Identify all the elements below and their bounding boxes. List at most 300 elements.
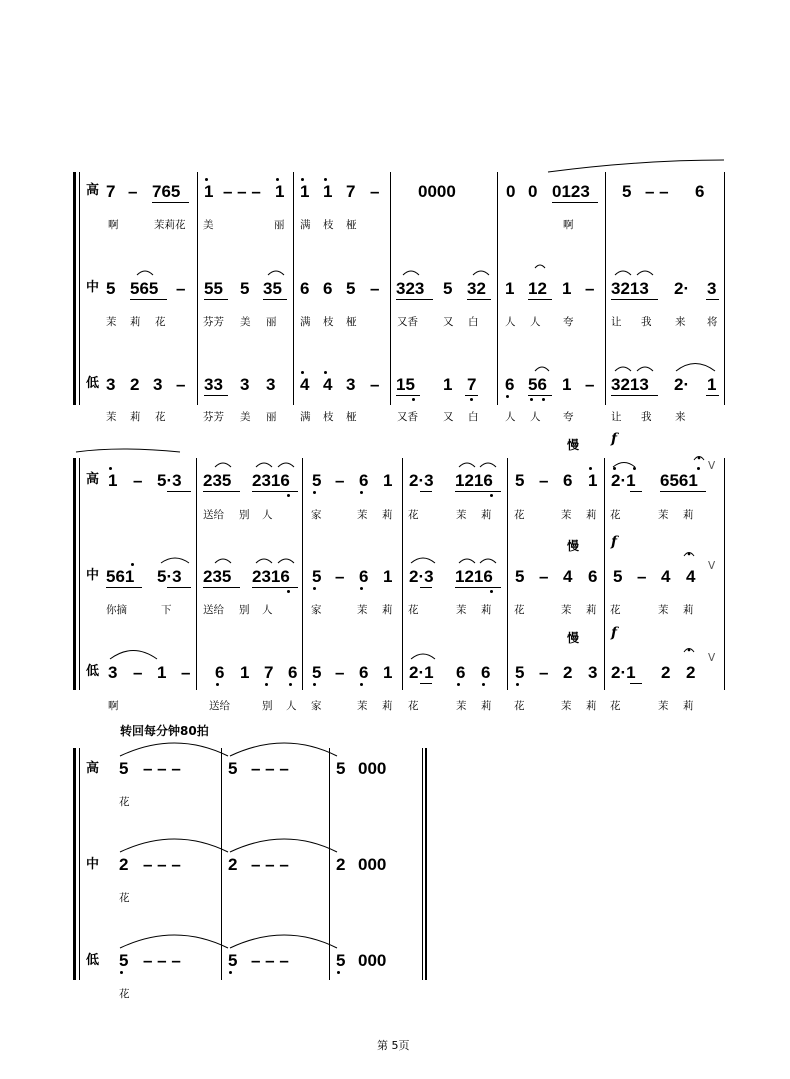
lyric: 又香 bbox=[397, 316, 418, 328]
underline bbox=[630, 683, 642, 684]
note-group: 1216 bbox=[455, 567, 493, 586]
forte-mark: f bbox=[611, 534, 618, 550]
voice-label-mid: 中 bbox=[86, 857, 100, 872]
lyric: 茉 bbox=[106, 316, 117, 328]
tie bbox=[120, 743, 228, 756]
high-dot bbox=[324, 178, 327, 181]
note: 1 bbox=[383, 471, 393, 490]
slur bbox=[615, 367, 631, 371]
barline bbox=[724, 458, 725, 690]
system-bracket bbox=[73, 458, 76, 690]
note: 5 bbox=[515, 663, 525, 682]
barline bbox=[293, 172, 294, 405]
rests: 000 bbox=[358, 759, 387, 778]
low-dot bbox=[265, 683, 268, 686]
lyric: 莉 bbox=[481, 700, 492, 712]
fermata bbox=[694, 457, 704, 461]
lyric: 茉 bbox=[106, 411, 117, 423]
slow-mark: 慢 bbox=[567, 438, 580, 452]
lyric: 满 bbox=[300, 219, 311, 231]
lyric: 茉 bbox=[357, 700, 368, 712]
slur bbox=[278, 463, 294, 467]
slur bbox=[637, 271, 653, 275]
note: 5 bbox=[622, 182, 632, 201]
barline bbox=[221, 748, 222, 980]
lyric: 人 bbox=[530, 411, 541, 423]
note: 3 bbox=[266, 375, 276, 394]
low-dot bbox=[360, 683, 363, 686]
lyric: 莉 bbox=[586, 509, 597, 521]
note-group: 0123 bbox=[552, 182, 590, 201]
lyric: 花 bbox=[119, 796, 130, 808]
underline bbox=[611, 395, 658, 396]
system-bracket-line bbox=[79, 172, 80, 405]
note-group: 2316 bbox=[252, 471, 290, 490]
lyric: 莉 bbox=[382, 604, 393, 616]
note-group: 2·3 bbox=[409, 567, 434, 586]
lyric: 花 bbox=[408, 700, 419, 712]
note: 4 bbox=[661, 567, 671, 586]
note: 5 bbox=[240, 279, 250, 298]
lyric: 啊 bbox=[563, 219, 574, 231]
dashes: – – – bbox=[143, 759, 181, 778]
barline bbox=[402, 458, 403, 690]
fermata-dot bbox=[688, 649, 691, 652]
note: 1 bbox=[240, 663, 250, 682]
barline bbox=[497, 172, 498, 405]
system-bracket bbox=[73, 172, 76, 405]
low-dot bbox=[287, 590, 290, 593]
dash: – bbox=[176, 375, 186, 394]
lyric: 又 bbox=[443, 316, 454, 328]
barline bbox=[605, 172, 606, 405]
low-dot bbox=[313, 683, 316, 686]
note-group: 2·1 bbox=[611, 663, 636, 682]
lyric: 莉 bbox=[586, 700, 597, 712]
note: 4 bbox=[563, 567, 573, 586]
lyric: 别 bbox=[239, 604, 250, 616]
low-dot bbox=[490, 494, 493, 497]
lyric: 茉 bbox=[658, 509, 669, 521]
low-dot bbox=[289, 683, 292, 686]
slur bbox=[256, 559, 272, 563]
dash: – bbox=[539, 567, 549, 586]
note: 2· bbox=[674, 375, 690, 394]
lyric: 人 bbox=[530, 316, 541, 328]
note-group: 235 bbox=[203, 471, 232, 490]
note-group: 2316 bbox=[252, 567, 290, 586]
slur bbox=[459, 559, 475, 563]
underline bbox=[204, 299, 228, 300]
lyric: 花 bbox=[408, 604, 419, 616]
underline bbox=[203, 587, 240, 588]
voice-label-high: 高 bbox=[86, 761, 100, 776]
low-dot bbox=[516, 683, 519, 686]
note-group: 56 bbox=[528, 375, 547, 394]
note-group: 561 bbox=[106, 567, 135, 586]
dashes: – – – bbox=[143, 855, 181, 874]
lyric: 别 bbox=[239, 509, 250, 521]
underline bbox=[167, 491, 191, 492]
lyric: 茉 bbox=[456, 604, 467, 616]
note: 7 bbox=[264, 663, 274, 682]
underline bbox=[420, 587, 432, 588]
underline bbox=[420, 683, 432, 684]
lyric: 又香 bbox=[397, 411, 418, 423]
note: 1 bbox=[588, 471, 598, 490]
low-dot bbox=[530, 398, 533, 401]
note: 6 bbox=[359, 567, 369, 586]
low-dot bbox=[482, 683, 485, 686]
dash: – bbox=[181, 663, 191, 682]
lyric: 白 bbox=[468, 316, 479, 328]
underline bbox=[706, 299, 719, 300]
lyric: 人 bbox=[262, 604, 273, 616]
lyric: 莉 bbox=[683, 509, 694, 521]
note: 5 bbox=[346, 279, 356, 298]
lyric: 花 bbox=[610, 604, 621, 616]
phrase-slur bbox=[76, 449, 180, 452]
lyric: 你摘 bbox=[106, 604, 127, 616]
breath-mark: V bbox=[708, 560, 716, 572]
lyric: 来 bbox=[675, 316, 686, 328]
slur bbox=[535, 367, 549, 371]
underline bbox=[396, 395, 420, 396]
lyric: 桠 bbox=[346, 316, 357, 328]
high-dot bbox=[589, 467, 592, 470]
lyric: 桠 bbox=[346, 219, 357, 231]
underline bbox=[467, 299, 491, 300]
underline bbox=[252, 587, 298, 588]
lyric: 家 bbox=[311, 700, 322, 712]
voice-label-low: 低 bbox=[86, 664, 100, 679]
note: 1 bbox=[275, 182, 285, 201]
rest-group: 0000 bbox=[418, 182, 456, 201]
slur bbox=[268, 271, 284, 275]
lyric: 又 bbox=[443, 411, 454, 423]
low-dot bbox=[337, 971, 340, 974]
slur bbox=[411, 654, 435, 659]
low-dot bbox=[313, 491, 316, 494]
underline bbox=[630, 491, 642, 492]
note: 3 bbox=[707, 279, 717, 298]
note: 6 bbox=[481, 663, 491, 682]
fermata bbox=[684, 553, 694, 557]
lyric: 花 bbox=[514, 700, 525, 712]
lyric: 丽 bbox=[266, 316, 277, 328]
lyric: 下 bbox=[161, 604, 172, 616]
lyric: 枝 bbox=[323, 316, 334, 328]
lyric: 花 bbox=[514, 509, 525, 521]
lyric: 啊 bbox=[108, 700, 119, 712]
dash: – bbox=[176, 279, 186, 298]
slur bbox=[256, 463, 272, 467]
underline bbox=[465, 395, 478, 396]
high-dot bbox=[697, 467, 700, 470]
lyric: 芬芳 bbox=[203, 411, 224, 423]
underline bbox=[611, 299, 658, 300]
lyric: 送给 bbox=[209, 700, 230, 712]
slur bbox=[403, 271, 419, 275]
lyric: 来 bbox=[675, 411, 686, 423]
note: 3 bbox=[346, 375, 356, 394]
slur bbox=[110, 651, 157, 660]
note: 1 bbox=[505, 279, 515, 298]
slow-mark: 慢 bbox=[567, 631, 580, 645]
underline bbox=[106, 587, 142, 588]
note: 1 bbox=[204, 182, 214, 201]
dash: – bbox=[539, 663, 549, 682]
lyric: 花 bbox=[119, 892, 130, 904]
dash: – bbox=[133, 663, 143, 682]
slur bbox=[161, 558, 189, 563]
note: 7 bbox=[346, 182, 356, 201]
note: 5 bbox=[336, 951, 346, 970]
low-dot bbox=[229, 971, 232, 974]
fermata-dot bbox=[688, 553, 691, 556]
note: 3 bbox=[106, 375, 116, 394]
note: 5 bbox=[312, 567, 322, 586]
underline bbox=[706, 395, 719, 396]
low-dot bbox=[216, 683, 219, 686]
underline bbox=[552, 202, 598, 203]
note: 7 bbox=[106, 182, 116, 201]
lyric: 茉 bbox=[561, 509, 572, 521]
note: 1 bbox=[383, 663, 393, 682]
note: 4 bbox=[323, 375, 333, 394]
forte-mark: f bbox=[611, 431, 618, 447]
dashes: – – – bbox=[251, 855, 289, 874]
note-group: 5·3 bbox=[157, 567, 182, 586]
low-dot bbox=[506, 395, 509, 398]
note: 5 bbox=[515, 567, 525, 586]
lyric: 桠 bbox=[346, 411, 357, 423]
note-group: 55 bbox=[204, 279, 223, 298]
note: 6 bbox=[456, 663, 466, 682]
note: 2 bbox=[686, 663, 696, 682]
note-group: 5·3 bbox=[157, 471, 182, 490]
note-group: 235 bbox=[203, 567, 232, 586]
lyric: 莉 bbox=[130, 316, 141, 328]
underline bbox=[204, 395, 228, 396]
note: 3 bbox=[588, 663, 598, 682]
lyric: 花 bbox=[155, 316, 166, 328]
lyric: 枝 bbox=[323, 411, 334, 423]
note: 5 bbox=[228, 951, 238, 970]
low-dot bbox=[490, 590, 493, 593]
barline bbox=[604, 458, 605, 690]
lyric: 夸 bbox=[563, 316, 574, 328]
note-group: 3213 bbox=[611, 375, 649, 394]
slur bbox=[676, 364, 715, 372]
barline bbox=[196, 458, 197, 690]
dash: – bbox=[128, 182, 138, 201]
lyric: 花 bbox=[408, 509, 419, 521]
low-dot bbox=[470, 398, 473, 401]
lyric: 花 bbox=[610, 700, 621, 712]
dash: – bbox=[637, 567, 647, 586]
voice-label-mid: 中 bbox=[86, 568, 100, 583]
lyric: 茉莉花 bbox=[154, 219, 186, 231]
underline bbox=[130, 299, 167, 300]
note: 6 bbox=[359, 663, 369, 682]
phrase-slur bbox=[548, 160, 724, 172]
final-barline-thin bbox=[422, 748, 423, 980]
note: 6 bbox=[505, 375, 515, 394]
dashes: – – – bbox=[223, 182, 261, 201]
low-dot bbox=[120, 971, 123, 974]
note-group: 2·1 bbox=[611, 471, 636, 490]
note: 5 bbox=[119, 759, 129, 778]
breath-mark: V bbox=[708, 652, 716, 664]
tempo-marking: 转回每分钟80拍 bbox=[120, 724, 209, 738]
lyric: 茉 bbox=[561, 604, 572, 616]
note-group: 12 bbox=[528, 279, 547, 298]
dash: – bbox=[370, 182, 380, 201]
fermata-dot bbox=[698, 457, 701, 460]
lyric: 花 bbox=[610, 509, 621, 521]
tie bbox=[230, 743, 337, 756]
note-group: 2·1 bbox=[409, 663, 434, 682]
underline bbox=[660, 491, 706, 492]
tie bbox=[120, 935, 228, 948]
note-group: 3213 bbox=[611, 279, 649, 298]
low-dot bbox=[287, 494, 290, 497]
slow-mark: 慢 bbox=[567, 539, 580, 553]
note: 3 bbox=[108, 663, 118, 682]
note: 1 bbox=[562, 375, 572, 394]
high-dot bbox=[301, 371, 304, 374]
note: 5 bbox=[119, 951, 129, 970]
lyric: 莉 bbox=[382, 509, 393, 521]
slur bbox=[411, 558, 435, 563]
note: 1 bbox=[707, 375, 717, 394]
voice-label-mid: 中 bbox=[86, 280, 100, 295]
low-dot bbox=[360, 587, 363, 590]
dashes: – – bbox=[645, 182, 669, 201]
note: 1 bbox=[562, 279, 572, 298]
lyric: 白 bbox=[468, 411, 479, 423]
underline bbox=[455, 491, 501, 492]
system-bracket bbox=[73, 748, 76, 980]
note: 2 bbox=[119, 855, 129, 874]
dash: – bbox=[539, 471, 549, 490]
note: 6 bbox=[300, 279, 310, 298]
note: 2 bbox=[336, 855, 346, 874]
barline bbox=[507, 458, 508, 690]
note: 5 bbox=[336, 759, 346, 778]
low-dot bbox=[360, 491, 363, 494]
tie bbox=[230, 935, 337, 948]
high-dot bbox=[276, 178, 279, 181]
lyric: 花 bbox=[514, 604, 525, 616]
slur bbox=[278, 559, 294, 563]
dash: – bbox=[335, 663, 345, 682]
note: 3 bbox=[240, 375, 250, 394]
lyric: 美 bbox=[203, 219, 214, 231]
lyric: 茉 bbox=[357, 509, 368, 521]
note-group: 323 bbox=[396, 279, 425, 298]
lyric: 满 bbox=[300, 316, 311, 328]
tie bbox=[120, 839, 228, 852]
note: 2 bbox=[130, 375, 140, 394]
lyric: 茉 bbox=[456, 700, 467, 712]
tie bbox=[230, 839, 337, 852]
note-group: 6561 bbox=[660, 471, 698, 490]
rests: 000 bbox=[358, 951, 387, 970]
system-bracket-line bbox=[79, 458, 80, 690]
low-dot bbox=[313, 587, 316, 590]
underline bbox=[528, 299, 552, 300]
note-group: 32 bbox=[467, 279, 486, 298]
slur bbox=[535, 265, 545, 268]
rests: 000 bbox=[358, 855, 387, 874]
note: 5 bbox=[228, 759, 238, 778]
forte-mark: f bbox=[611, 625, 618, 641]
note: 5 bbox=[312, 663, 322, 682]
note-group: 15 bbox=[396, 375, 415, 394]
high-dot bbox=[109, 467, 112, 470]
underline bbox=[152, 202, 189, 203]
note: 5 bbox=[106, 279, 116, 298]
slur bbox=[615, 271, 631, 275]
note: 4 bbox=[686, 567, 696, 586]
high-dot bbox=[301, 178, 304, 181]
underline bbox=[263, 299, 287, 300]
slur bbox=[613, 463, 635, 468]
low-dot bbox=[542, 398, 545, 401]
lyric: 让 bbox=[611, 316, 622, 328]
high-dot bbox=[324, 371, 327, 374]
note: 5 bbox=[515, 471, 525, 490]
note: 2 bbox=[228, 855, 238, 874]
lyric: 家 bbox=[311, 604, 322, 616]
final-barline-thick bbox=[425, 748, 427, 980]
lyric: 人 bbox=[505, 411, 516, 423]
slur bbox=[637, 367, 653, 371]
note-group: 765 bbox=[152, 182, 181, 201]
slur bbox=[480, 463, 496, 467]
dash: – bbox=[585, 279, 595, 298]
lyric: 美 bbox=[240, 316, 251, 328]
note: 2 bbox=[563, 663, 573, 682]
dash: – bbox=[133, 471, 143, 490]
note: 1 bbox=[383, 567, 393, 586]
note: 5 bbox=[613, 567, 623, 586]
lyric: 送给 bbox=[203, 604, 224, 616]
lyric: 莉 bbox=[683, 604, 694, 616]
barline bbox=[390, 172, 391, 405]
note: 6 bbox=[588, 567, 598, 586]
underline bbox=[252, 491, 298, 492]
note: 6 bbox=[563, 471, 573, 490]
note: 2 bbox=[661, 663, 671, 682]
slur bbox=[137, 271, 153, 275]
lyric: 莉 bbox=[382, 700, 393, 712]
underline bbox=[167, 587, 191, 588]
underline bbox=[203, 491, 240, 492]
lyric: 茉 bbox=[658, 604, 669, 616]
lyric: 莉 bbox=[683, 700, 694, 712]
slur bbox=[473, 271, 489, 275]
high-dot bbox=[205, 178, 208, 181]
slur bbox=[215, 463, 231, 467]
dashes: – – – bbox=[251, 759, 289, 778]
note: 6 bbox=[323, 279, 333, 298]
note: 1 bbox=[300, 182, 310, 201]
note-group: 565 bbox=[130, 279, 159, 298]
dashes: – – – bbox=[251, 951, 289, 970]
